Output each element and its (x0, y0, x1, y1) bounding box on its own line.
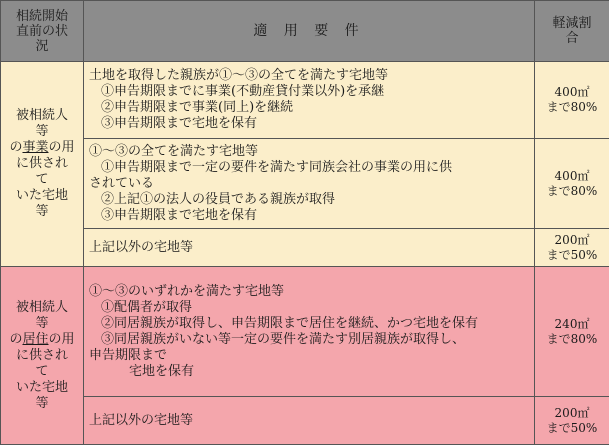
reduction-rate: まで50% (537, 421, 607, 436)
residence-row-2 (1, 397, 609, 445)
requirement-cell (84, 397, 535, 445)
requirement-line: ①配偶者が取得 (89, 300, 530, 316)
category-text: 被相続人 (4, 300, 80, 316)
requirement-line: 申告期限まで (89, 348, 530, 364)
requirement-cell (84, 139, 535, 229)
requirement-line: されている (89, 176, 530, 192)
residence-category (1, 267, 84, 445)
reduction-cell (535, 267, 609, 397)
header-reduction-line2: 合 (537, 31, 607, 46)
limit-area: 400㎡ (537, 85, 607, 100)
requirement-line: ③同居親族がいない等一定の要件を満たす別居親族が取得し、 (89, 332, 530, 348)
requirement-line: 上記以外の宅地等 (89, 240, 530, 256)
reduction-cell (535, 397, 609, 445)
header-status-line2: 直前の状 (3, 24, 81, 39)
business-row-3 (1, 229, 609, 267)
header-status-line3: 況 (3, 39, 81, 54)
requirement-line: ②上記①の法人の役員である親族が取得 (89, 192, 530, 208)
reduction-cell (535, 229, 609, 267)
category-text: に供され (4, 348, 80, 364)
limit-area: 240㎡ (537, 317, 607, 332)
category-text: 等 (4, 316, 80, 332)
requirement-line: ③申告期限まで宅地を保有 (89, 116, 530, 132)
category-text: 等 (4, 204, 80, 220)
limit-area: 400㎡ (537, 169, 607, 184)
business-row-2 (1, 139, 609, 229)
requirement-line: 土地を取得した親族が①～③の全てを満たす宅地等 (89, 68, 530, 84)
header-status (1, 1, 84, 62)
category-keyword-business: 事業 (22, 140, 48, 155)
requirement-line: 宅地を保有 (89, 364, 530, 380)
category-text: の (9, 332, 22, 347)
reduction-rate: まで80% (537, 184, 607, 199)
header-status-line1: 相続開始 (3, 9, 81, 24)
category-text: の (9, 140, 22, 155)
category-text: 等 (4, 396, 80, 412)
header-reduction-line1: 軽減割 (537, 16, 607, 31)
category-text (4, 140, 80, 156)
reduction-rate: まで80% (537, 100, 607, 115)
category-text: て (4, 172, 80, 188)
business-row-1 (1, 62, 609, 139)
requirement-line: ②同居親族が取得し、申告期限まで居住を継続、かつ宅地を保有 (89, 316, 530, 332)
reduction-cell (535, 62, 609, 139)
reduction-rate: まで80% (537, 332, 607, 347)
category-text (4, 332, 80, 348)
requirement-cell (84, 267, 535, 397)
requirement-cell (84, 62, 535, 139)
header-reduction (535, 1, 609, 62)
category-text: 被相続人 (4, 108, 80, 124)
requirement-cell (84, 229, 535, 267)
header-row (1, 1, 609, 62)
category-text: いた宅地 (4, 188, 80, 204)
category-text: 等 (4, 124, 80, 140)
category-text: て (4, 364, 80, 380)
limit-area: 200㎡ (537, 406, 607, 421)
requirement-line: ①～③の全てを満たす宅地等 (89, 144, 530, 160)
reduction-rate: まで50% (537, 248, 607, 263)
category-text: の用 (49, 140, 75, 155)
reduction-cell (535, 139, 609, 229)
header-requirements: 適 用 要 件 (84, 1, 535, 62)
category-text: の用 (49, 332, 75, 347)
requirement-line: ②申告期限まで事業(同上)を継続 (89, 100, 530, 116)
requirement-line: ①申告期限までに事業(不動産貸付業以外)を承継 (89, 84, 530, 100)
requirement-line: 上記以外の宅地等 (89, 413, 530, 429)
limit-area: 200㎡ (537, 233, 607, 248)
residence-row-1 (1, 267, 609, 397)
requirement-line: ①申告期限まで一定の要件を満たす同族会社の事業の用に供 (89, 160, 530, 176)
category-text: に供され (4, 156, 80, 172)
category-keyword-residence: 居住 (22, 332, 48, 347)
category-text: いた宅地 (4, 380, 80, 396)
requirement-line: ①～③のいずれかを満たす宅地等 (89, 284, 530, 300)
requirement-line: ③申告期限まで宅地を保有 (89, 208, 530, 224)
business-category (1, 62, 84, 267)
